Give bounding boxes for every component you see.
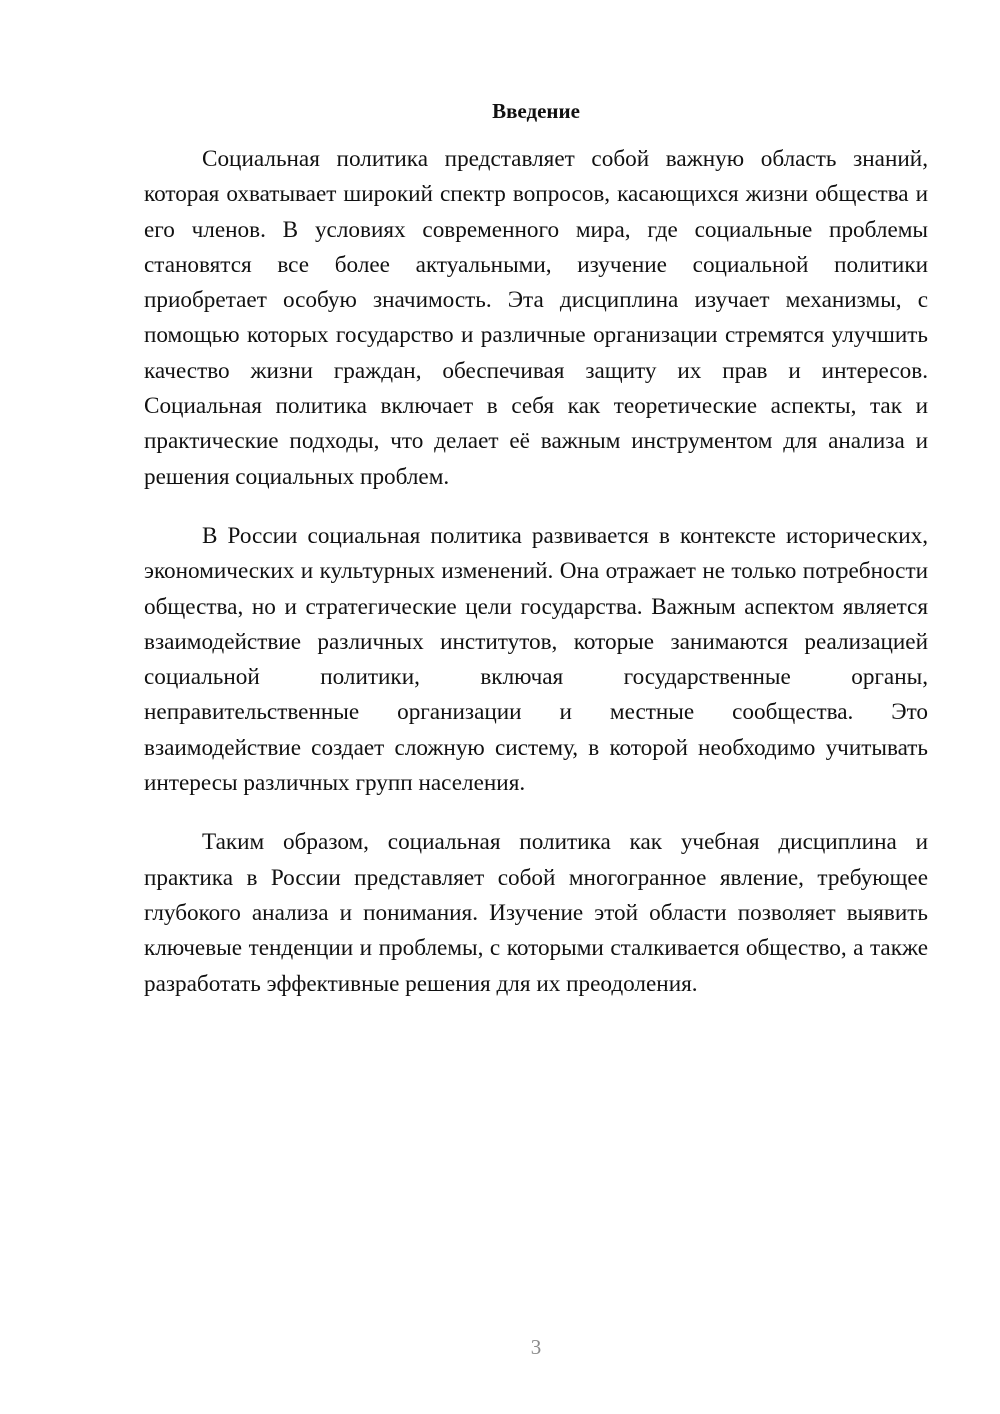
body-text (144, 142, 928, 1026)
section-heading: Введение (492, 99, 580, 123)
page-number: 3 (530, 1335, 542, 1359)
paragraph-1: Социальная политика представляет собой важную область знаний, которая охватывает широкий спектр вопросов, касающихся жизни общества и его членов. В условиях современного мира, где социальные проблемы становятся все более актуальными, изучение социальной политики приобретает особую значимость. Эта дисциплина изучает механизмы, с помощью которых государство и различные организации стремятся улучшить качество жизни граждан, обеспечивая защиту их прав и интересов. Социальная политика включает в себя как теоретические аспекты, так и практические подходы, что делает её важным инструментом для анализа и решения социальных проблем. (144, 146, 928, 490)
paragraph-3: Таким образом, социальная политика как учебная дисциплина и практика в России представляет собой многогранное явление, требующее глубокого анализа и понимания. Изучение этой области позволяет выявить ключевые тенденции и проблемы, с которыми сталкивается общество, а также разработать эффективные решения для их преодоления. (144, 829, 928, 997)
paragraph-2: В России социальная политика развивается в контексте исторических, экономических и культурных изменений. Она отражает не только потребности общества, но и стратегические цели государства. Важным аспектом является взаимодействие различных институтов, которые занимаются реализацией социальной политики, включая государственные органы, неправительственные организации и местные сообщества. Это взаимодействие создает сложную систему, в которой необходимо учитывать интересы различных групп населения. (144, 522, 928, 797)
